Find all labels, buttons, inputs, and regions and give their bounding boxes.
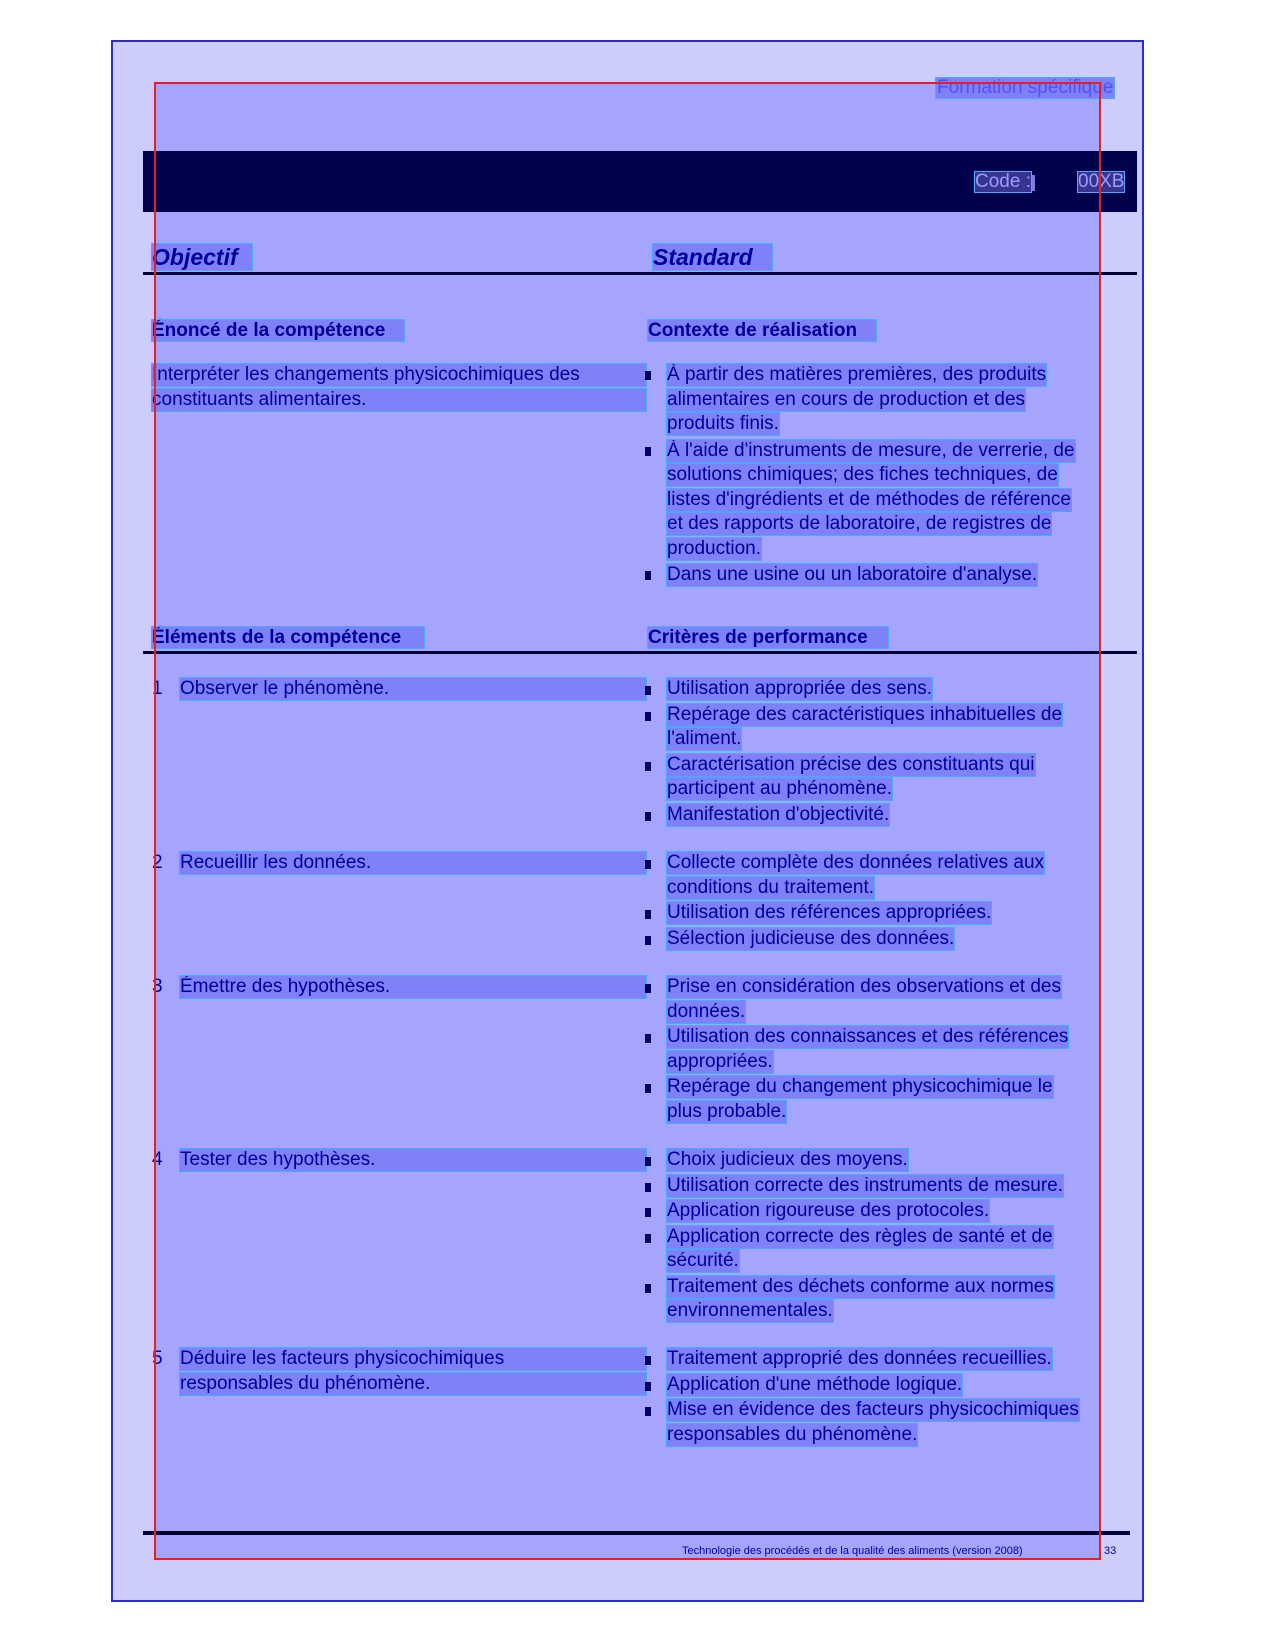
criterion-line: l'aliment. — [667, 728, 742, 749]
criterion-line: Collecte complète des données relatives aux — [667, 852, 1045, 873]
contexte-item-line: et des rapports de laboratoire, de registres de — [667, 513, 1052, 534]
contexte-item-line: alimentaires en cours de production et des — [667, 388, 1026, 410]
criterion-line: Application correcte des règles de santé et de — [667, 1225, 1053, 1247]
enonce-line: constituants alimentaires. — [152, 389, 646, 411]
criterion-line: appropriées. — [667, 1050, 773, 1072]
contexte-item-line: listes d'ingrédients et de méthodes de référence — [667, 488, 1071, 510]
element-number: 1 — [152, 678, 163, 699]
criterion-line: environnementales. — [667, 1300, 833, 1321]
criterion-line: Mise en évidence des facteurs physicochimiques — [667, 1399, 1079, 1420]
element-label: Observer le phénomène. — [180, 678, 646, 700]
element-label: Tester des hypothèses. — [180, 1149, 646, 1171]
criterion-line: plus probable. — [667, 1100, 787, 1122]
code-value: 00XB — [1078, 171, 1125, 192]
contexte-item-line: solutions chimiques; des fiches techniques, de — [667, 464, 1058, 485]
enonce-title: Énoncé de la compétence — [152, 320, 404, 341]
elements-title: Éléments de la compétence — [152, 627, 424, 648]
criterion-line: Choix judicieux des moyens. — [667, 1149, 908, 1170]
criterion-line: Repérage des caractéristiques inhabituelles de — [667, 703, 1063, 725]
contexte-item-line: À partir des matières premières, des produits — [667, 364, 1047, 385]
criterion-line: Utilisation des connaissances et des références — [667, 1026, 1069, 1047]
contexte-item-line: À l'aide d'instruments de mesure, de verrerie, de — [667, 439, 1075, 461]
standard-heading: Standard — [653, 244, 772, 270]
element-label: Recueillir les données. — [180, 852, 646, 874]
element-number: 3 — [152, 976, 163, 997]
criterion-line: conditions du traitement. — [667, 876, 875, 898]
contexte-item-line: Dans une usine ou un laboratoire d'analyse. — [667, 564, 1038, 585]
criterion-line: Application rigoureuse des protocoles. — [667, 1200, 990, 1221]
criterion-line: Traitement approprié des données recueillies. — [667, 1348, 1052, 1369]
footer-text: Technologie des procédés et de la qualité des aliments (version 2008) — [682, 1545, 1023, 1557]
contexte-title: Contexte de réalisation — [648, 320, 876, 341]
objectif-heading: Objectif — [152, 244, 252, 270]
criterion-line: responsables du phénomène. — [667, 1423, 918, 1445]
element-label: Déduire les facteurs physicochimiques — [180, 1348, 646, 1370]
criterion-line: Prise en considération des observations et des — [667, 976, 1061, 997]
criterion-line: Utilisation appropriée des sens. — [667, 678, 933, 699]
criterion-line: sécurité. — [667, 1250, 739, 1271]
criterion-line: participent au phénomène. — [667, 778, 892, 799]
criterion-line: Application d'une méthode logique. — [667, 1373, 963, 1395]
criterion-line: Sélection judicieuse des données. — [667, 927, 955, 949]
criterion-line: Utilisation des références appropriées. — [667, 902, 992, 923]
contexte-item-line: production. — [667, 537, 762, 559]
criterion-line: Utilisation correcte des instruments de mesure. — [667, 1174, 1063, 1196]
layout-frame — [154, 82, 1101, 1560]
criteres-title: Critères de performance — [648, 627, 888, 648]
element-number: 5 — [152, 1348, 163, 1369]
criterion-line: Traitement des déchets conforme aux normes — [667, 1275, 1054, 1297]
program-label: Formation spécifique — [937, 77, 1114, 98]
element-label: Émettre des hypothèses. — [180, 976, 646, 998]
page-number: 33 — [1104, 1545, 1117, 1557]
contexte-item-line: produits finis. — [667, 413, 779, 434]
criterion-line: Caractérisation précise des constituants qui — [667, 753, 1035, 775]
criterion-line: Repérage du changement physicochimique le — [667, 1076, 1053, 1097]
code-label: Code : — [975, 171, 1031, 192]
element-number: 4 — [152, 1149, 163, 1170]
criterion-line: Manifestation d'objectivité. — [667, 803, 890, 825]
element-number: 2 — [152, 852, 163, 873]
criterion-line: données. — [667, 1000, 746, 1022]
enonce-line: Interpréter les changements physicochimiques des — [152, 364, 646, 386]
element-label: responsables du phénomène. — [180, 1373, 646, 1395]
